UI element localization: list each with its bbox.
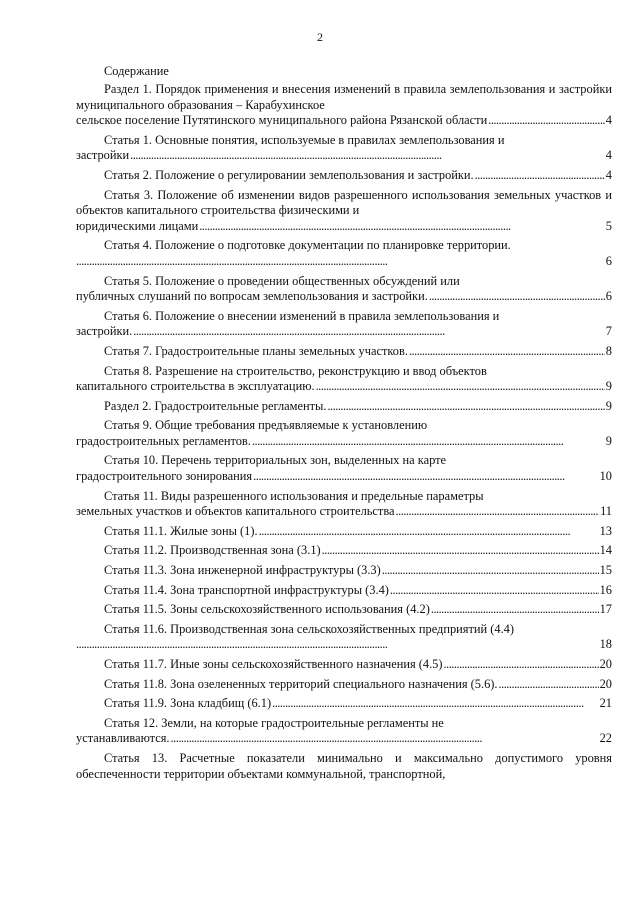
toc-entry-line: Статья 13. Расчетные показатели минимально и максимально допустимого (104, 750, 576, 765)
toc-entry-text: Статья 2. Положение о регулировании землепользования и застройки. (104, 167, 474, 182)
toc-entry-text: градостроительных регламентов. (76, 433, 251, 448)
toc-entry-text: застройки (76, 148, 130, 163)
toc-page-number: 20 (599, 676, 612, 691)
toc-page-number: 10 (599, 469, 612, 484)
toc-entry-article-7[interactable] (76, 344, 612, 360)
dot-leader (133, 324, 605, 340)
toc-page-number: 8 (605, 343, 612, 358)
toc-entry-article-5[interactable] (76, 274, 612, 305)
toc-page-number: 4 (605, 113, 612, 128)
dot-leader (76, 254, 605, 270)
toc-entry-text: устанавливаются. (76, 731, 170, 746)
dot-leader (253, 469, 598, 485)
toc-page-number: 4 (605, 167, 612, 182)
toc-page-number: 9 (605, 398, 612, 413)
toc-entry-line: земельных участков и объектов капитального строительства физическими и (76, 187, 612, 218)
toc-entry-line: Статья 11. Виды разрешенного использования и предельные параметры (104, 488, 484, 503)
dot-leader (475, 168, 605, 184)
table-of-contents (76, 82, 612, 786)
toc-entry-article-11-8[interactable] (76, 677, 612, 693)
dot-leader (396, 504, 600, 520)
dot-leader (76, 637, 599, 653)
toc-entry-article-6[interactable] (76, 309, 612, 340)
toc-entry-text: Статья 11.3. Зона инженерной инфраструктуры (3.3) (104, 563, 381, 578)
toc-entry-line: уровня обеспеченности территории объектами коммунальной, транспортной, (76, 750, 612, 781)
toc-entry-text: Раздел 2. Градостроительные регламенты. (104, 398, 327, 413)
toc-entry-text: Статья 11.7. Иные зоны сельскохозяйственного назначения (4.5) (104, 657, 443, 671)
toc-entry-article-8[interactable] (76, 364, 612, 395)
toc-entry-article-1[interactable] (76, 133, 612, 164)
toc-page-number: 15 (599, 563, 612, 578)
toc-page-number: 13 (599, 523, 612, 538)
toc-entry-line: Статья 5. Положение о проведении общественных обсуждений или (104, 273, 460, 288)
toc-entry-section-1[interactable] (76, 82, 612, 129)
toc-entry-article-2[interactable] (76, 168, 612, 184)
toc-page-number: 14 (599, 543, 612, 558)
toc-entry-article-11-4[interactable] (76, 583, 612, 599)
toc-entry-text: градостроительного зонирования (76, 469, 253, 484)
dot-leader (382, 563, 599, 579)
toc-page-number: 5 (605, 218, 612, 233)
toc-page-number: 18 (599, 637, 612, 652)
toc-page-number: 9 (605, 433, 612, 448)
dot-leader (130, 148, 605, 164)
dot-leader (327, 399, 604, 415)
dot-leader (409, 344, 605, 360)
toc-entry-text: Статья 11.5. Зоны сельскохозяйственного использования (4.2) (104, 602, 430, 617)
page-number: 2 (317, 30, 323, 44)
toc-page-number: 20 (599, 657, 612, 671)
toc-page-number: 6 (605, 289, 612, 304)
toc-entry-text: сельское поселение Путятинского муниципального района Рязанской области (76, 113, 488, 128)
dot-leader (272, 696, 599, 712)
toc-page-number: 4 (605, 148, 612, 163)
toc-entry-article-11-9[interactable] (76, 696, 612, 712)
toc-entry-text: публичных слушаний по вопросам землепользования и застройки. (76, 289, 428, 304)
toc-entry-text: капитального строительства в эксплуатацию. (76, 379, 315, 394)
toc-entry-line: Статья 6. Положение о внесении изменений в правила землепользования и (104, 308, 500, 323)
toc-page-number: 16 (599, 582, 612, 597)
toc-entry-text: Статья 11.9. Зона кладбищ (6.1) (104, 696, 272, 711)
toc-page-number: 11 (600, 504, 612, 519)
toc-entry-article-13[interactable] (76, 751, 612, 782)
toc-entry-article-9[interactable] (76, 418, 612, 449)
toc-entry-text: застройки. (76, 324, 133, 339)
toc-entry-line: Статья 12. Земли, на которые градостроительные регламенты не (104, 715, 444, 730)
dot-leader (488, 113, 605, 129)
dot-leader (252, 434, 605, 450)
toc-entry-text: земельных участков и объектов капитального строительства (76, 504, 395, 519)
toc-entry-article-12[interactable] (76, 716, 612, 747)
dot-leader (499, 677, 599, 693)
toc-page-number: 9 (605, 379, 612, 394)
dot-leader (316, 379, 605, 395)
toc-page-number: 21 (599, 696, 612, 711)
toc-page-number: 7 (605, 324, 612, 339)
dot-leader (444, 657, 599, 673)
toc-entry-text: Статья 11.8. Зона озелененных территорий специального назначения (5.6). (104, 676, 498, 691)
toc-title: Содержание (104, 64, 169, 78)
toc-page-number: 17 (599, 602, 612, 617)
dot-leader (259, 524, 599, 540)
toc-entry-article-10[interactable] (76, 453, 612, 484)
toc-entry-line: Статья 8. Разрешение на строительство, реконструкцию и ввод объектов (104, 363, 487, 378)
toc-entry-line: Статья 1. Основные понятия, используемые в правилах землепользования и (104, 132, 505, 147)
toc-entry-article-3[interactable] (76, 188, 612, 235)
dot-leader (322, 543, 599, 559)
toc-entry-line: землепользования и застройки муниципального образования – Карабухинское (76, 82, 612, 112)
toc-entry-line: Раздел 1. Порядок применения и внесения изменений в правила (104, 82, 450, 96)
toc-entry-line: Статья 10. Перечень территориальных зон, выделенных на карте (104, 453, 447, 468)
dot-leader (429, 289, 605, 305)
toc-entry-text: Статья 11.1. Жилые зоны (1). (104, 523, 258, 538)
toc-entry-article-4[interactable] (76, 238, 612, 269)
toc-entry-article-11-3[interactable] (76, 563, 612, 579)
dot-leader (171, 731, 599, 747)
toc-entry-article-11[interactable] (76, 489, 612, 520)
toc-entry-article-11-1[interactable] (76, 524, 612, 540)
toc-entry-article-11-6[interactable] (76, 622, 612, 653)
toc-entry-article-11-2[interactable] (76, 543, 612, 559)
toc-entry-text: Статья 11.4. Зона транспортной инфраструктуры (3.4) (104, 582, 389, 597)
toc-entry-line: Статья 3. Положение об изменении видов разрешенного использования (104, 187, 494, 202)
dot-leader (390, 583, 599, 599)
dot-leader (431, 602, 599, 618)
toc-page-number: 6 (605, 253, 612, 268)
toc-page-number: 22 (599, 731, 612, 746)
toc-entry-line: Статья 4. Положение о подготовке документации по планировке территории. (104, 238, 511, 253)
toc-entry-section-2[interactable] (76, 399, 612, 415)
toc-entry-article-11-7[interactable] (76, 657, 612, 673)
toc-entry-text: Статья 7. Градостроительные планы земельных участков. (104, 343, 408, 358)
toc-entry-article-11-5[interactable] (76, 602, 612, 618)
dot-leader (199, 219, 605, 235)
toc-entry-line: Статья 9. Общие требования предъявляемые к установлению (104, 418, 428, 433)
toc-entry-line: Статья 11.6. Производственная зона сельскохозяйственных предприятий (4.4) (104, 621, 515, 636)
toc-entry-text: юридическими лицами (76, 218, 199, 233)
toc-entry-text: Статья 11.2. Производственная зона (3.1) (104, 543, 321, 558)
